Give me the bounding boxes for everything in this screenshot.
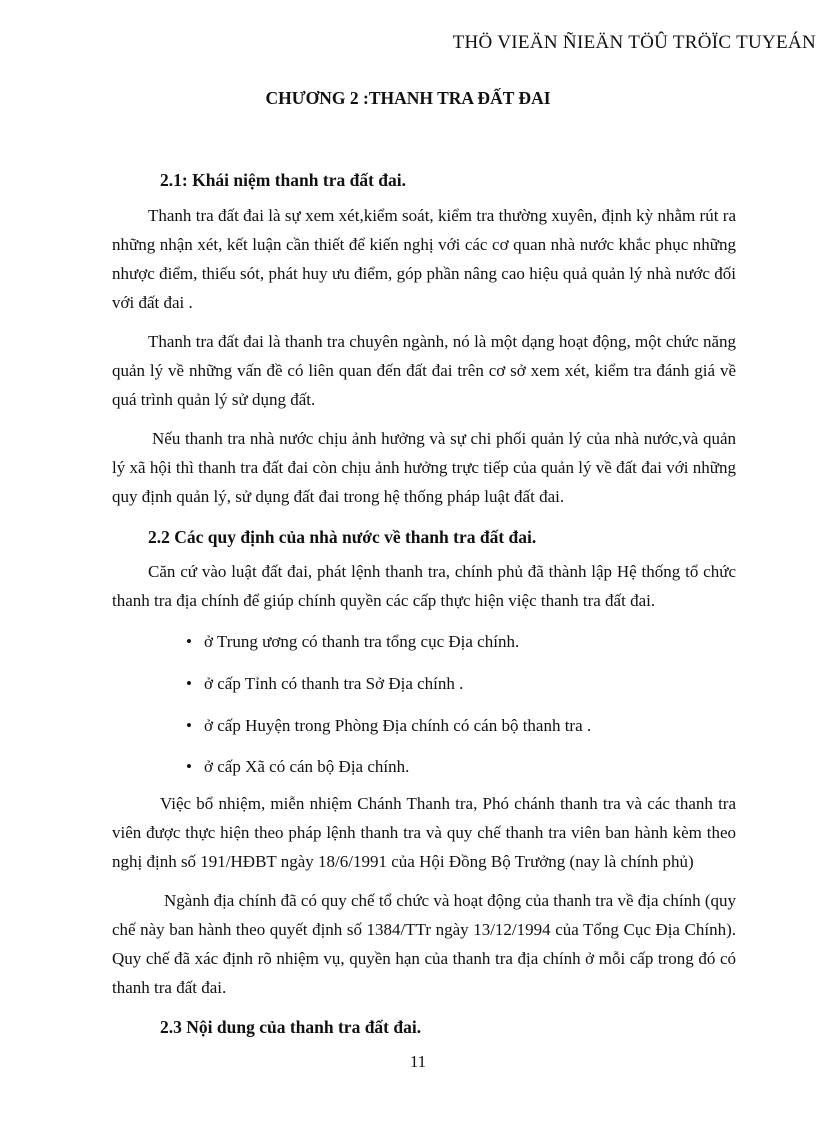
list-item: • ở Trung ương có thanh tra tổng cục Địa chính.: [186, 632, 520, 651]
section-heading-2-3: 2.3 Nội dung của thanh tra đất đai.: [160, 1017, 422, 1037]
section-heading-2-2: 2.2 Các quy định của nhà nước về thanh tra đất đai.: [148, 527, 537, 547]
bullet-dot-icon: •: [186, 632, 192, 651]
paragraph-legal-basis: Căn cứ vào luật đất đai, phát lệnh thanh tra, chính phủ đã thành lập Hệ thống tổ chức thanh tra địa chính để giúp chính quyền các cấp thực hiện việc thanh tra đất đai.: [112, 562, 736, 610]
section-heading-2-1: 2.1: Khái niệm thanh tra đất đai.: [160, 170, 406, 190]
list-item: • ở cấp Tỉnh có thanh tra Sở Địa chính .: [186, 674, 464, 693]
list-item: • ở cấp Huyện trong Phòng Địa chính có cán bộ thanh tra .: [186, 716, 592, 735]
list-item: • ở cấp Xã có cán bộ Địa chính.: [186, 757, 410, 776]
paragraph-state-influence: Nếu thanh tra nhà nước chịu ảnh hưởng và sự chi phối quản lý của nhà nước,và quản lý xã hội thì thanh tra đất đai còn chịu ảnh hưởng trực tiếp của quản lý về đất đai với những quy định quản lý, sử dụng đất đai trong hệ thống pháp luật đất đai.: [112, 429, 736, 506]
paragraph-definition: Thanh tra đất đai là sự xem xét,kiểm soát, kiểm tra thường xuyên, định kỳ nhằm rút ra những nhận xét, kết luận cần thiết để kiến nghị với các cơ quan nhà nước khắc phục những nhược điểm, thiếu sót, phát huy ưu điểm, góp phần nâng cao hiệu quả quản lý nhà nước đối với đất đai .: [112, 206, 736, 312]
page-number: 11: [409, 1052, 427, 1071]
page-header: THÖ VIEÄN ÑIEÄN TÖÛ TRÖÏC TUYEÁN: [452, 32, 816, 53]
paragraph-specialized-inspection: Thanh tra đất đai là thanh tra chuyên ngành, nó là một dạng hoạt động, một chức năng quản lý về những vấn đề có liên quan đến đất đai trên cơ sở xem xét, kiểm tra đánh giá về quá trình quản lý sử dụng đất.: [112, 332, 736, 409]
chapter-title: CHƯƠNG 2 :THANH TRA ĐẤT ĐAI: [265, 88, 551, 108]
bullet-dot-icon: •: [186, 716, 192, 735]
bullet-dot-icon: •: [186, 674, 192, 693]
paragraph-regulation: Ngành địa chính đã có quy chế tổ chức và hoạt động của thanh tra về địa chính (quy chế này ban hành theo quyết định số 1384/TTr ngày 13/12/1994 của Tổng Cục Địa Chính). Quy chế đã xác định rõ nhiệm vụ, quyền hạn của thanh tra địa chính ở mỗi cấp trong đó có thanh tra đất đai.: [112, 891, 736, 997]
paragraph-appointment: Việc bổ nhiệm, miễn nhiệm Chánh Thanh tra, Phó chánh thanh tra và các thanh tra viên được thực hiện theo pháp lệnh thanh tra và quy chế thanh tra viên ban hành kèm theo nghị định số 191/HĐBT ngày 18/6/1991 của Hội Đồng Bộ Trưởng (nay là chính phủ): [112, 794, 736, 871]
bullet-dot-icon: •: [186, 757, 192, 776]
